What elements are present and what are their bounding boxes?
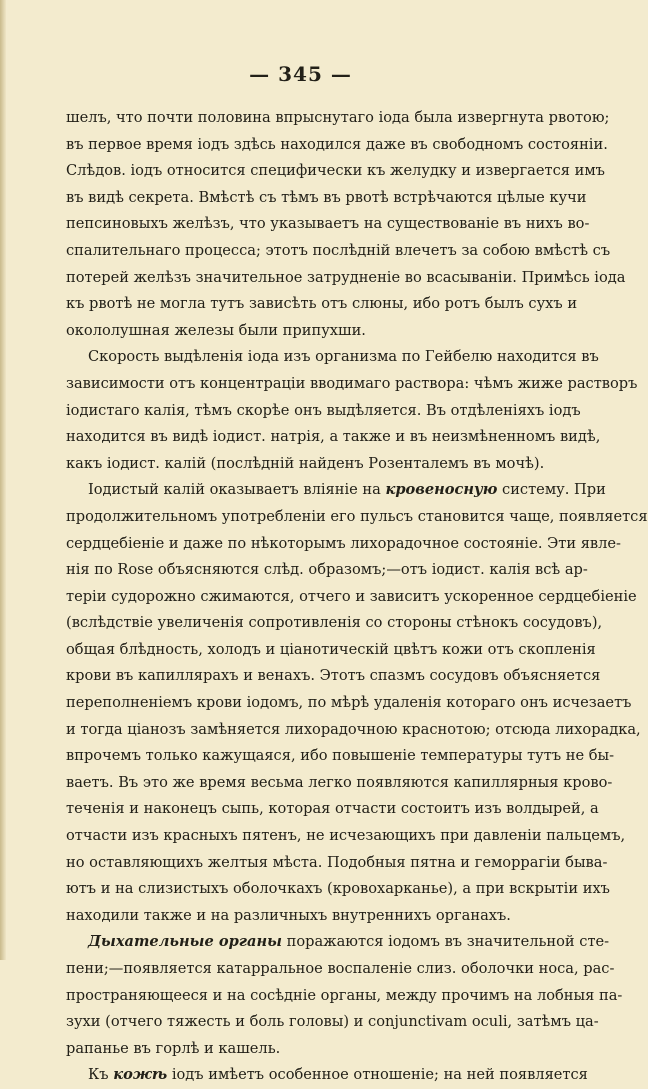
text-line: переполненіемъ крови іодомъ, по мѣрѣ удаленія котораго онъ исчезаетъ — [66, 694, 632, 712]
text-line: отчасти изъ красныхъ пятенъ, не исчезающихъ при давленіи пальцемъ, — [66, 827, 626, 845]
text-line: находится въ видѣ іодист. натрія, а также и въ неизмѣненномъ видѣ, — [66, 428, 601, 446]
text-line: (вслѣдствіе увеличенія сопротивленія со стороны стѣнокъ сосудовъ), — [66, 614, 603, 632]
text-line: окололушная железы были припухши. — [66, 321, 366, 339]
text-span: Къ — [88, 1066, 114, 1084]
text-line: продолжительномъ употребленіи его пульсъ становится чаще, появляется — [66, 507, 648, 525]
text-line: пени;—появляется катарральное воспаленіе слиз. оболочки носа, рас- — [66, 960, 615, 977]
text-line: находили также и на различныхъ внутреннихъ органахъ. — [66, 906, 511, 924]
text-span: систему. При — [497, 481, 606, 499]
text-line: но оставляющихъ желтыя мѣста. Подобныя пятна и геморрагіи быва- — [66, 853, 608, 871]
emphasis-text: кровеносную — [385, 481, 498, 499]
text-line: зухи (отчего тяжесть и боль головы) и conjunctivam oculi, затѣмъ ца- — [66, 1013, 599, 1031]
text-line: ютъ и на слизистыхъ оболочкахъ (кровохарканье), а при вскрытіи ихъ — [66, 880, 610, 898]
emphasis-text: Дыхательные органы — [88, 933, 282, 951]
text-line: Слѣдов. іодъ относится специфически къ желудку и извергается имъ — [66, 162, 605, 180]
text-line: пространяющееся и на сосѣдніе органы, между прочимъ на лобныя па- — [66, 986, 623, 1004]
text-line: крови въ капиллярахъ и венахъ. Этотъ спазмъ сосудовъ объясняется — [66, 667, 601, 685]
text-line: какъ іодист. калій (послѣдній найденъ Розенталемъ въ мочѣ). — [66, 454, 545, 472]
text-line — [66, 477, 606, 504]
text-line — [66, 1062, 588, 1089]
text-span: Іодистый калій оказываетъ вліяніе на — [88, 481, 386, 499]
text-line: теріи судорожно сжимаются, отчего и зависитъ ускоренное сердцебіеніе — [66, 587, 637, 605]
text-line: теченія и наконецъ сыпь, которая отчасти состоитъ изъ волдырей, а — [66, 800, 599, 818]
text-line: въ первое время іодъ здѣсь находился даже въ свободномъ состояніи. — [66, 135, 608, 153]
text-line: сердцебіеніе и даже по нѣкоторымъ лихорадочное состояніе. Эти явле- — [66, 534, 621, 552]
body-text — [66, 105, 648, 1089]
text-line: въ видѣ секрета. Вмѣстѣ съ тѣмъ въ рвотѣ встрѣчаются цѣлые кучи — [66, 188, 587, 206]
text-line: Скорость выдѣленія іода изъ организма по Гейбелю находится въ — [88, 348, 599, 366]
text-line: шелъ, что почти половина впрыснутаго іода была извергнута рвотою; — [66, 109, 610, 126]
text-line: нія по Rose объясняются слѣд. образомъ;—отъ іодист. калія всѣ ар- — [66, 561, 588, 579]
text-line — [66, 929, 610, 956]
text-line: потерей желѣзъ значительное затрудненіе во всасываніи. Примѣсь іода — [66, 268, 626, 286]
page-edge — [0, 0, 6, 960]
text-line: къ рвотѣ не могла тутъ зависѣть отъ слюны, ибо ротъ былъ сухъ и — [66, 295, 578, 313]
text-span: поражаются іодомъ въ значительной сте- — [281, 933, 610, 951]
text-line: впрочемъ только кажущаяся, ибо повышеніе температуры тутъ не бы- — [66, 747, 615, 765]
text-line: и тогда ціанозъ замѣняется лихорадочною краснотою; отсюда лихорадка, — [66, 720, 641, 738]
text-span: іодъ имѣетъ особенное отношеніе; на ней появляется — [167, 1066, 588, 1084]
text-line: общая блѣдность, холодъ и ціанотическій цвѣтъ кожи отъ скопленія — [66, 640, 596, 658]
page-number: — 345 — — [249, 62, 352, 86]
text-line: іодистаго калія, тѣмъ скорѣе онъ выдѣляется. Въ отдѣленіяхъ іодъ — [66, 401, 581, 419]
text-line: спалительнаго процесса; этотъ послѣдній влечетъ за собою вмѣстѣ съ — [66, 241, 611, 259]
text-line: рапанье въ горлѣ и кашель. — [66, 1039, 281, 1057]
text-line: зависимости отъ концентраціи вводимаго раствора: чѣмъ жиже растворъ — [66, 374, 638, 392]
text-line: пепсиновыхъ желѣзъ, что указываетъ на существованіе въ нихъ во- — [66, 215, 590, 233]
emphasis-text: кожѣ — [113, 1066, 168, 1084]
text-line: ваетъ. Въ это же время весьма легко появляются капиллярныя крово- — [66, 773, 613, 791]
